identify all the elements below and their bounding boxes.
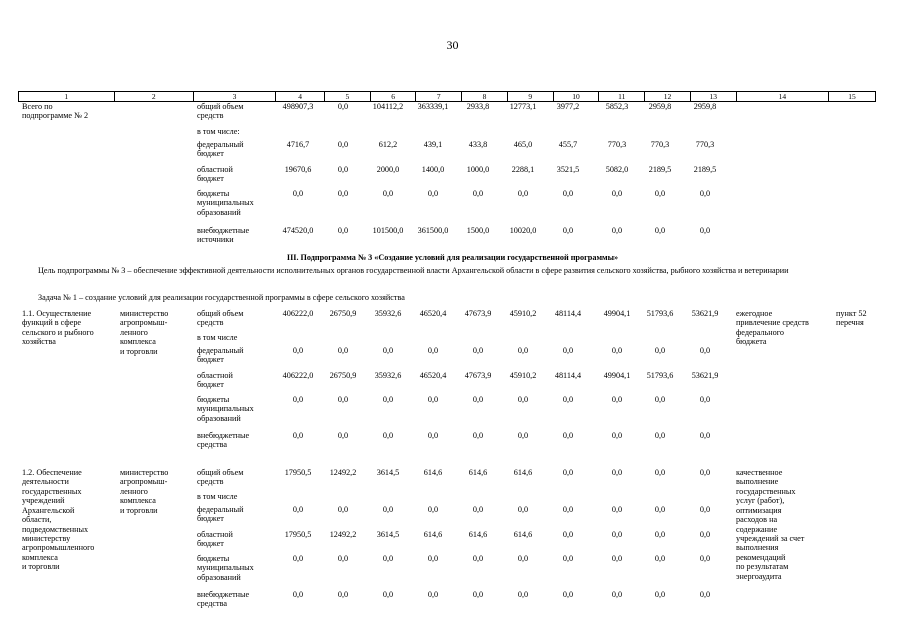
value-cell: 5852,3 bbox=[605, 102, 629, 111]
value-cell: 0,0 bbox=[699, 530, 711, 539]
value-cell: 12492,2 bbox=[329, 530, 357, 539]
value-cell: 1500,0 bbox=[466, 226, 490, 235]
value-cell: 3977,2 bbox=[556, 102, 580, 111]
value-cell: 4716,7 bbox=[286, 140, 310, 149]
executor: министерство агропромыш- ленного комплекса и торговли bbox=[120, 468, 169, 515]
value-cell: 0,0 bbox=[337, 431, 349, 440]
value-cell: 0,0 bbox=[699, 226, 711, 235]
value-cell: 0,0 bbox=[472, 505, 484, 514]
value-cell: 17950,5 bbox=[284, 468, 312, 477]
value-cell: 0,0 bbox=[337, 346, 349, 355]
value-cell: 361500,0 bbox=[417, 226, 449, 235]
header-col-9: 9 bbox=[507, 92, 553, 102]
header-col-14: 14 bbox=[736, 92, 829, 102]
value-cell: 0,0 bbox=[654, 189, 666, 198]
value-cell: 0,0 bbox=[611, 395, 623, 404]
value-cell: 35932,6 bbox=[374, 309, 402, 318]
value-cell: 0,0 bbox=[562, 431, 574, 440]
header-col-15: 15 bbox=[829, 92, 876, 102]
value-cell: 2189,5 bbox=[693, 165, 717, 174]
value-cell: 0,0 bbox=[611, 226, 623, 235]
value-cell: 612,2 bbox=[378, 140, 398, 149]
value-cell: 0,0 bbox=[611, 530, 623, 539]
value-cell: 53621,9 bbox=[691, 371, 719, 380]
value-cell: 0,0 bbox=[292, 554, 304, 563]
value-cell: 0,0 bbox=[517, 395, 529, 404]
value-cell: 0,0 bbox=[517, 505, 529, 514]
value-cell: 0,0 bbox=[699, 505, 711, 514]
value-cell: 3614,5 bbox=[376, 530, 400, 539]
measure-name: 1.2. Обеспечение деятельности государственных учреждений Архангельской области, подведомственных министерству агропромышленного комплекса и торговли bbox=[22, 468, 95, 572]
value-cell: 2933,8 bbox=[466, 102, 490, 111]
value-cell: 1400,0 bbox=[421, 165, 445, 174]
measure-name: Всего по подпрограмме № 2 bbox=[22, 102, 89, 121]
funding-source-label: общий объем средств bbox=[197, 309, 244, 328]
funding-source-label: в том числе bbox=[197, 492, 238, 501]
column-number-header bbox=[18, 91, 876, 102]
value-cell: 35932,6 bbox=[374, 371, 402, 380]
value-cell: 406222,0 bbox=[282, 371, 314, 380]
value-cell: 770,3 bbox=[607, 140, 627, 149]
value-cell: 26750,9 bbox=[329, 371, 357, 380]
header-col-12: 12 bbox=[645, 92, 691, 102]
value-cell: 0,0 bbox=[292, 189, 304, 198]
value-cell: 614,6 bbox=[468, 468, 488, 477]
value-cell: 0,0 bbox=[382, 554, 394, 563]
value-cell: 0,0 bbox=[337, 505, 349, 514]
value-cell: 0,0 bbox=[562, 505, 574, 514]
measure-name: 1.1. Осуществление функций в сфере сельского и рыбного хозяйства bbox=[22, 309, 94, 347]
header-col-11: 11 bbox=[599, 92, 645, 102]
funding-source-label: бюджеты муниципальных образований bbox=[197, 395, 254, 423]
funding-source-label: общий объем средств bbox=[197, 468, 244, 487]
value-cell: 0,0 bbox=[337, 140, 349, 149]
value-cell: 0,0 bbox=[337, 226, 349, 235]
value-cell: 406222,0 bbox=[282, 309, 314, 318]
value-cell: 0,0 bbox=[562, 189, 574, 198]
funding-source-label: общий объем средств bbox=[197, 102, 244, 121]
value-cell: 0,0 bbox=[337, 554, 349, 563]
value-cell: 0,0 bbox=[654, 346, 666, 355]
value-cell: 45910,2 bbox=[509, 371, 537, 380]
header-col-4: 4 bbox=[276, 92, 325, 102]
value-cell: 614,6 bbox=[513, 530, 533, 539]
funding-source-label: бюджеты муниципальных образований bbox=[197, 554, 254, 582]
header-col-8: 8 bbox=[462, 92, 508, 102]
value-cell: 0,0 bbox=[562, 530, 574, 539]
value-cell: 0,0 bbox=[337, 189, 349, 198]
value-cell: 0,0 bbox=[382, 189, 394, 198]
value-cell: 0,0 bbox=[382, 346, 394, 355]
value-cell: 0,0 bbox=[427, 346, 439, 355]
value-cell: 51793,6 bbox=[646, 309, 674, 318]
value-cell: 1000,0 bbox=[466, 165, 490, 174]
value-cell: 0,0 bbox=[699, 554, 711, 563]
value-cell: 0,0 bbox=[382, 395, 394, 404]
value-cell: 0,0 bbox=[562, 226, 574, 235]
value-cell: 0,0 bbox=[472, 346, 484, 355]
value-cell: 49904,1 bbox=[603, 309, 631, 318]
value-cell: 17950,5 bbox=[284, 530, 312, 539]
value-cell: 48114,4 bbox=[554, 309, 582, 318]
value-cell: 0,0 bbox=[337, 102, 349, 111]
value-cell: 0,0 bbox=[699, 189, 711, 198]
header-col-1: 1 bbox=[19, 92, 115, 102]
value-cell: 3614,5 bbox=[376, 468, 400, 477]
value-cell: 0,0 bbox=[517, 189, 529, 198]
funding-source-label: внебюджетные средства bbox=[197, 431, 250, 450]
value-cell: 46520,4 bbox=[419, 371, 447, 380]
value-cell: 2959,8 bbox=[648, 102, 672, 111]
value-cell: 614,6 bbox=[468, 530, 488, 539]
funding-source-label: бюджеты муниципальных образований bbox=[197, 189, 254, 217]
goal-text: Цель подпрограммы № 3 – обеспечение эффективной деятельности исполнительных органов государственной власти Архангельской области в сфере развития сельского хозяйства, рыбного хозяйства и ветеринарии bbox=[38, 266, 789, 275]
value-cell: 49904,1 bbox=[603, 371, 631, 380]
value-cell: 0,0 bbox=[292, 505, 304, 514]
value-cell: 2000,0 bbox=[376, 165, 400, 174]
value-cell: 0,0 bbox=[611, 189, 623, 198]
value-cell: 0,0 bbox=[654, 226, 666, 235]
expected-result: качественное выполнение государственных услуг (работ), оптимизация расходов на содержание учреждений за счет выполнения рекомендаций по результатам энергоаудита bbox=[736, 468, 805, 581]
value-cell: 0,0 bbox=[699, 346, 711, 355]
header-col-5: 5 bbox=[324, 92, 370, 102]
value-cell: 0,0 bbox=[654, 431, 666, 440]
value-cell: 0,0 bbox=[472, 590, 484, 599]
value-cell: 19670,6 bbox=[284, 165, 312, 174]
value-cell: 0,0 bbox=[337, 165, 349, 174]
section-title: III. Подпрограмма № 3 «Создание условий для реализации государственной программы» bbox=[286, 253, 619, 262]
header-col-2: 2 bbox=[114, 92, 193, 102]
funding-source-label: областной бюджет bbox=[197, 371, 233, 390]
value-cell: 0,0 bbox=[337, 590, 349, 599]
value-cell: 0,0 bbox=[427, 554, 439, 563]
value-cell: 10020,0 bbox=[509, 226, 537, 235]
value-cell: 0,0 bbox=[517, 431, 529, 440]
value-cell: 0,0 bbox=[562, 468, 574, 477]
funding-source-label: в том числе: bbox=[197, 127, 240, 136]
header-col-13: 13 bbox=[690, 92, 736, 102]
value-cell: 0,0 bbox=[382, 590, 394, 599]
value-cell: 46520,4 bbox=[419, 309, 447, 318]
value-cell: 47673,9 bbox=[464, 309, 492, 318]
value-cell: 0,0 bbox=[654, 505, 666, 514]
value-cell: 0,0 bbox=[292, 346, 304, 355]
value-cell: 0,0 bbox=[517, 554, 529, 563]
value-cell: 104112,2 bbox=[372, 102, 404, 111]
funding-source-label: областной бюджет bbox=[197, 530, 233, 549]
value-cell: 0,0 bbox=[382, 431, 394, 440]
value-cell: 0,0 bbox=[654, 395, 666, 404]
value-cell: 614,6 bbox=[513, 468, 533, 477]
value-cell: 47673,9 bbox=[464, 371, 492, 380]
value-cell: 0,0 bbox=[472, 189, 484, 198]
value-cell: 439,1 bbox=[423, 140, 443, 149]
value-cell: 0,0 bbox=[562, 554, 574, 563]
value-cell: 12773,1 bbox=[509, 102, 537, 111]
value-cell: 45910,2 bbox=[509, 309, 537, 318]
funding-source-label: федеральный бюджет bbox=[197, 505, 244, 524]
value-cell: 2189,5 bbox=[648, 165, 672, 174]
header-col-6: 6 bbox=[370, 92, 416, 102]
value-cell: 770,3 bbox=[650, 140, 670, 149]
funding-source-label: внебюджетные источники bbox=[197, 226, 250, 245]
value-cell: 0,0 bbox=[562, 590, 574, 599]
value-cell: 3521,5 bbox=[556, 165, 580, 174]
value-cell: 0,0 bbox=[337, 395, 349, 404]
value-cell: 455,7 bbox=[558, 140, 578, 149]
value-cell: 2959,8 bbox=[693, 102, 717, 111]
value-cell: 0,0 bbox=[292, 395, 304, 404]
value-cell: 0,0 bbox=[427, 431, 439, 440]
value-cell: 433,8 bbox=[468, 140, 488, 149]
value-cell: 0,0 bbox=[517, 346, 529, 355]
funding-source-label: федеральный бюджет bbox=[197, 346, 244, 365]
value-cell: 0,0 bbox=[427, 189, 439, 198]
value-cell: 0,0 bbox=[611, 346, 623, 355]
funding-source-label: внебюджетные средства bbox=[197, 590, 250, 609]
value-cell: 0,0 bbox=[699, 431, 711, 440]
value-cell: 0,0 bbox=[611, 431, 623, 440]
value-cell: 0,0 bbox=[699, 590, 711, 599]
value-cell: 614,6 bbox=[423, 468, 443, 477]
expected-result: ежегодное привлечение средств федерального бюджета bbox=[736, 309, 809, 347]
value-cell: 12492,2 bbox=[329, 468, 357, 477]
value-cell: 770,3 bbox=[695, 140, 715, 149]
value-cell: 614,6 bbox=[423, 530, 443, 539]
value-cell: 0,0 bbox=[472, 431, 484, 440]
value-cell: 53621,9 bbox=[691, 309, 719, 318]
value-cell: 0,0 bbox=[611, 468, 623, 477]
value-cell: 48114,4 bbox=[554, 371, 582, 380]
page-number: 30 bbox=[446, 38, 459, 52]
link-to-list: пункт 52 перечня bbox=[836, 309, 867, 328]
value-cell: 0,0 bbox=[472, 395, 484, 404]
value-cell: 498907,3 bbox=[282, 102, 314, 111]
value-cell: 101500,0 bbox=[372, 226, 404, 235]
value-cell: 0,0 bbox=[611, 554, 623, 563]
value-cell: 0,0 bbox=[699, 468, 711, 477]
value-cell: 0,0 bbox=[292, 431, 304, 440]
executor: министерство агропромыш- ленного комплекса и торговли bbox=[120, 309, 169, 356]
value-cell: 0,0 bbox=[562, 346, 574, 355]
value-cell: 0,0 bbox=[382, 505, 394, 514]
value-cell: 363339,1 bbox=[417, 102, 449, 111]
value-cell: 0,0 bbox=[611, 590, 623, 599]
value-cell: 0,0 bbox=[654, 554, 666, 563]
task-text: Задача № 1 – создание условий для реализации государственной программы в сфере сельского хозяйства bbox=[38, 293, 405, 302]
value-cell: 0,0 bbox=[699, 395, 711, 404]
value-cell: 0,0 bbox=[654, 530, 666, 539]
funding-source-label: областной бюджет bbox=[197, 165, 233, 184]
value-cell: 26750,9 bbox=[329, 309, 357, 318]
header-col-3: 3 bbox=[193, 92, 275, 102]
value-cell: 0,0 bbox=[427, 590, 439, 599]
value-cell: 0,0 bbox=[517, 590, 529, 599]
value-cell: 0,0 bbox=[654, 468, 666, 477]
funding-source-label: федеральный бюджет bbox=[197, 140, 244, 159]
value-cell: 474520,0 bbox=[282, 226, 314, 235]
value-cell: 2288,1 bbox=[511, 165, 535, 174]
value-cell: 465,0 bbox=[513, 140, 533, 149]
value-cell: 0,0 bbox=[611, 505, 623, 514]
value-cell: 0,0 bbox=[427, 505, 439, 514]
value-cell: 51793,6 bbox=[646, 371, 674, 380]
funding-source-label: в том числе bbox=[197, 333, 238, 342]
header-col-7: 7 bbox=[416, 92, 462, 102]
header-col-10: 10 bbox=[553, 92, 599, 102]
value-cell: 0,0 bbox=[562, 395, 574, 404]
value-cell: 0,0 bbox=[292, 590, 304, 599]
value-cell: 5082,0 bbox=[605, 165, 629, 174]
value-cell: 0,0 bbox=[427, 395, 439, 404]
value-cell: 0,0 bbox=[654, 590, 666, 599]
value-cell: 0,0 bbox=[472, 554, 484, 563]
